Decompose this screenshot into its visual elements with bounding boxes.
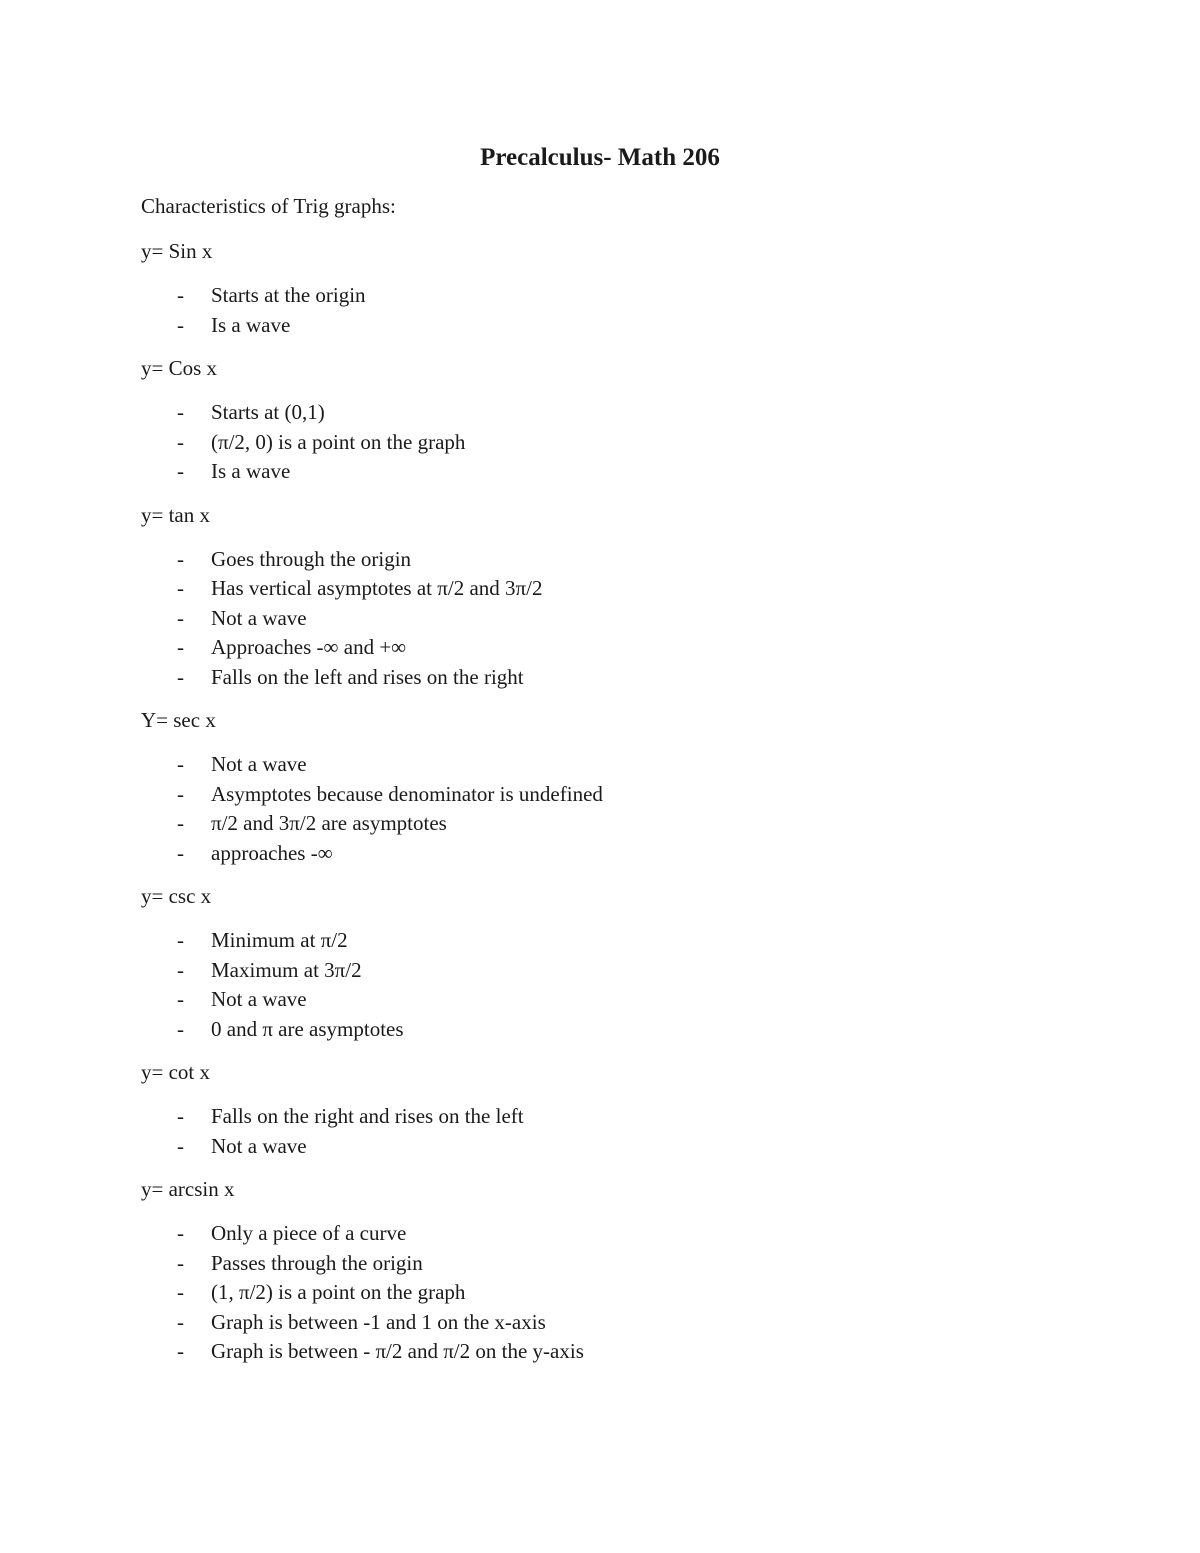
characteristic-item — [141, 809, 1101, 839]
function-heading: y= tan x — [141, 502, 210, 527]
characteristic-text: Falls on the left and rises on the right — [211, 664, 524, 689]
characteristic-item — [141, 428, 1101, 458]
characteristics-list — [141, 750, 1101, 868]
characteristic-text: Has vertical asymptotes at π/2 and 3π/2 — [211, 576, 543, 600]
trig-function-section — [141, 237, 1101, 340]
characteristic-text: Graph is between -1 and 1 on the x-axis — [211, 1309, 546, 1334]
bullet-dash: - — [177, 546, 184, 571]
characteristic-text: Maximum at 3π/2 — [211, 957, 362, 982]
characteristics-list — [141, 1219, 1101, 1367]
characteristic-text: approaches -∞ — [211, 840, 333, 865]
function-heading: Y= sec x — [141, 708, 216, 732]
characteristic-text: (1, π/2) is a point on the graph — [211, 1280, 466, 1304]
characteristic-text: 0 and π are asymptotes — [211, 1016, 404, 1041]
characteristic-text: Asymptotes because denominator is undefined — [211, 781, 603, 806]
characteristic-item — [141, 457, 1101, 487]
bullet-dash: - — [177, 664, 184, 689]
characteristic-text: Approaches -∞ and +∞ — [211, 635, 407, 659]
intro-text: Characteristics of Trig graphs: — [141, 194, 396, 218]
characteristic-text: π/2 and 3π/2 are asymptotes — [211, 811, 447, 835]
bullet-dash: - — [177, 1309, 184, 1334]
function-heading: y= Cos x — [141, 356, 218, 380]
characteristics-list — [141, 545, 1101, 693]
characteristic-item — [141, 604, 1101, 634]
characteristic-item — [141, 1015, 1101, 1045]
bullet-dash: - — [177, 312, 184, 337]
characteristic-text: Not a wave — [211, 1133, 307, 1158]
characteristic-item — [141, 750, 1101, 780]
page-title: Precalculus- Math 206 — [480, 144, 720, 171]
characteristic-text: Starts at (0,1) — [211, 400, 325, 424]
characteristic-item — [141, 545, 1101, 575]
characteristic-text: Not a wave — [211, 605, 307, 630]
characteristic-text: Passes through the origin — [211, 1250, 423, 1275]
function-heading: y= csc x — [141, 884, 212, 908]
bullet-dash: - — [177, 811, 184, 835]
bullet-dash: - — [177, 781, 184, 806]
bullet-dash: - — [177, 635, 184, 659]
characteristic-item — [141, 663, 1101, 693]
trig-function-section — [141, 501, 1101, 693]
characteristic-item — [141, 1102, 1101, 1132]
trig-function-section — [141, 1058, 1101, 1161]
characteristic-item — [141, 311, 1101, 341]
characteristic-text: Graph is between - π/2 and π/2 on the y-axis — [211, 1339, 584, 1363]
bullet-dash: - — [177, 283, 184, 307]
characteristics-list — [141, 398, 1101, 487]
bullet-dash: - — [177, 429, 184, 454]
characteristic-text: Minimum at π/2 — [211, 928, 348, 952]
bullet-dash: - — [177, 576, 184, 600]
characteristics-list — [141, 1102, 1101, 1161]
bullet-dash: - — [177, 928, 184, 952]
bullet-dash: - — [177, 400, 184, 424]
characteristic-item — [141, 398, 1101, 428]
characteristic-item — [141, 574, 1101, 604]
bullet-dash: - — [177, 1250, 184, 1275]
characteristic-text: Only a piece of a curve — [211, 1221, 407, 1245]
characteristic-item — [141, 1219, 1101, 1249]
bullet-dash: - — [177, 605, 184, 630]
characteristic-text: Is a wave — [211, 459, 291, 483]
bullet-dash: - — [177, 1221, 184, 1245]
characteristic-text: (π/2, 0) is a point on the graph — [211, 429, 466, 454]
bullet-dash: - — [177, 957, 184, 982]
characteristic-text: Not a wave — [211, 987, 307, 1011]
characteristic-text: Falls on the right and rises on the left — [211, 1104, 524, 1128]
characteristic-item — [141, 1278, 1101, 1308]
characteristic-item — [141, 1132, 1101, 1162]
characteristic-item — [141, 281, 1101, 311]
characteristics-list — [141, 281, 1101, 340]
trig-function-section — [141, 706, 1101, 868]
bullet-dash: - — [177, 1016, 184, 1041]
characteristic-item — [141, 1337, 1101, 1367]
bullet-dash: - — [177, 1133, 184, 1158]
characteristic-item — [141, 1249, 1101, 1279]
trig-function-section — [141, 1175, 1101, 1367]
characteristic-item — [141, 633, 1101, 663]
trig-function-section — [141, 882, 1101, 1044]
characteristic-item — [141, 956, 1101, 986]
bullet-dash: - — [177, 840, 184, 865]
sections-container — [141, 237, 1101, 1381]
characteristic-item — [141, 985, 1101, 1015]
bullet-dash: - — [177, 752, 184, 776]
characteristic-text: Starts at the origin — [211, 283, 366, 307]
trig-function-section — [141, 354, 1101, 487]
characteristic-item — [141, 926, 1101, 956]
bullet-dash: - — [177, 1339, 184, 1363]
bullet-dash: - — [177, 459, 184, 483]
function-heading: y= cot x — [141, 1060, 210, 1084]
bullet-dash: - — [177, 1280, 184, 1304]
characteristic-text: Goes through the origin — [211, 546, 412, 571]
function-heading: y= Sin x — [141, 239, 213, 263]
characteristic-text: Is a wave — [211, 312, 291, 337]
characteristic-item — [141, 1308, 1101, 1338]
characteristic-item — [141, 780, 1101, 810]
characteristics-list — [141, 926, 1101, 1044]
bullet-dash: - — [177, 1104, 184, 1128]
characteristic-item — [141, 839, 1101, 869]
function-heading: y= arcsin x — [141, 1177, 235, 1201]
bullet-dash: - — [177, 987, 184, 1011]
characteristic-text: Not a wave — [211, 752, 307, 776]
